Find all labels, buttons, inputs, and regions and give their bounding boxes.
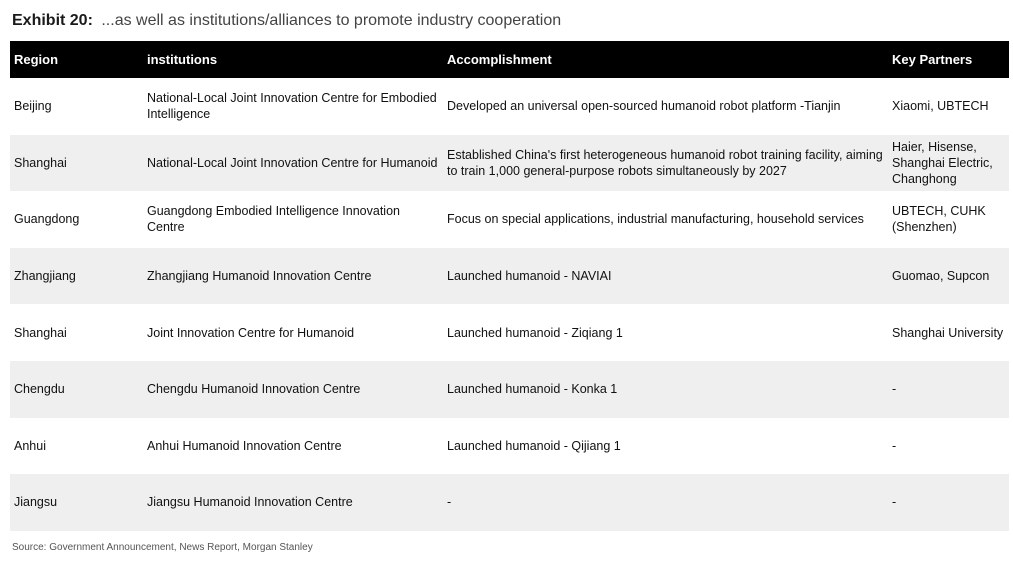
cell-institution: Chengdu Humanoid Innovation Centre [147,382,361,397]
table-row [10,248,1009,305]
cell-institution: Joint Innovation Centre for Humanoid [147,325,355,340]
cell-region: Shanghai [14,155,67,170]
header-institutions: institutions [143,41,443,78]
source-note: Source: Government Announcement, News Report, Morgan Stanley [12,542,313,553]
cell-region: Shanghai [14,325,67,340]
cell-partners: - [892,438,897,453]
table-row [10,474,1009,531]
cell-institution: Anhui Humanoid Innovation Centre [147,438,342,453]
cell-institution: Jiangsu Humanoid Innovation Centre [147,495,353,510]
cell-accomplishment: Launched humanoid - Qijiang 1 [447,438,621,453]
table-row [10,304,1009,361]
exhibit-label: Exhibit 20: [12,12,93,29]
cell-institution: Guangdong Embodied Intelligence Innovation Centre [147,204,400,235]
cell-institution: Zhangjiang Humanoid Innovation Centre [147,269,372,284]
cell-partners: Shanghai University [892,325,1004,340]
header-region: Region [10,41,143,78]
table-row [10,191,1009,248]
cell-accomplishment: Launched humanoid - Konka 1 [447,382,618,397]
table-row [10,361,1009,418]
table-row [10,418,1009,475]
header-key-partners: Key Partners [888,41,1009,78]
cell-region: Guangdong [14,212,80,227]
cell-partners: - [892,495,897,510]
cell-accomplishment: Launched humanoid - Ziqiang 1 [447,325,623,340]
institutions-table [10,41,1009,531]
cell-region: Jiangsu [14,495,58,510]
cell-partners: - [892,382,897,397]
cell-partners: UBTECH, CUHK (Shenzhen) [892,204,986,235]
cell-region: Chengdu [14,382,65,397]
cell-region: Beijing [14,99,52,114]
table-row [10,135,1009,192]
header-accomplishment: Accomplishment [443,41,888,78]
cell-institution: National-Local Joint Innovation Centre for Humanoid [147,155,438,170]
exhibit-heading: ...as well as institutions/alliances to promote industry cooperation [101,12,562,29]
table-header-row [10,41,1009,78]
exhibit-title [12,12,561,30]
cell-partners: Guomao, Supcon [892,269,990,284]
cell-accomplishment: Established China's first heterogeneous humanoid robot training facility, aiming to train 1,000 general-purpose robots simultaneously by 2027 [447,147,883,178]
cell-accomplishment: Focus on special applications, industrial manufacturing, household services [447,212,864,227]
cell-region: Zhangjiang [14,269,76,284]
table-row [10,78,1009,135]
cell-partners: Haier, Hisense, Shanghai Electric, Changhong [892,139,993,186]
cell-accomplishment: Developed an universal open-sourced humanoid robot platform -Tianjin [447,99,841,114]
cell-accomplishment: - [447,495,452,510]
cell-partners: Xiaomi, UBTECH [892,99,989,114]
cell-accomplishment: Launched humanoid - NAVIAI [447,269,612,284]
cell-region: Anhui [14,438,46,453]
cell-institution: National-Local Joint Innovation Centre for Embodied Intelligence [147,91,437,122]
